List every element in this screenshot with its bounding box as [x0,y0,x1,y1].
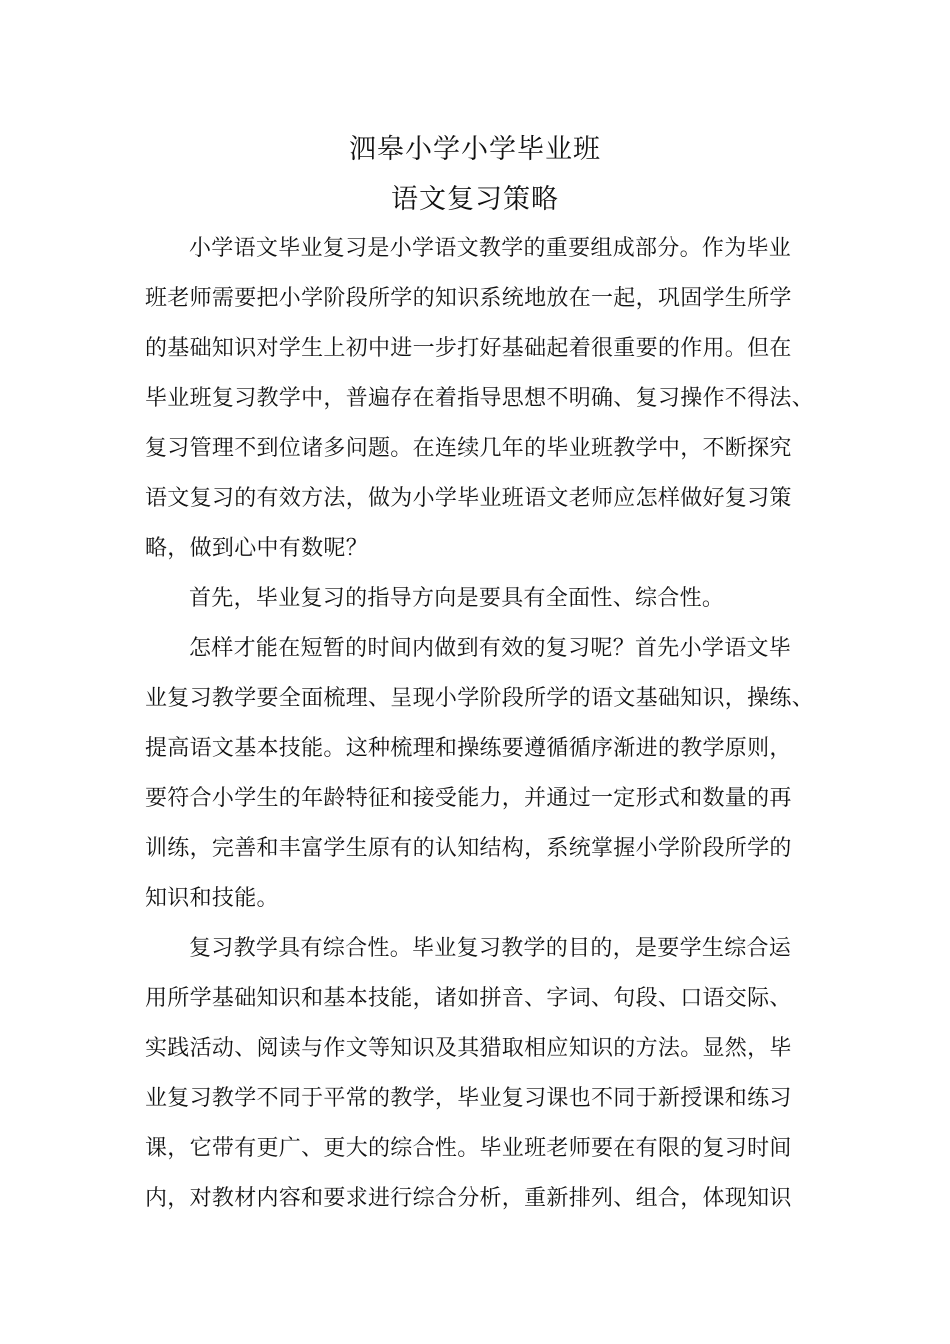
paragraph-3-line-5: 训练，完善和丰富学生原有的认知结构，系统掌握小学阶段所学的 [145,836,792,861]
paragraph-3-line-1: 怎样才能在短暂的时间内做到有效的复习呢？首先小学语文毕 [189,636,792,661]
paragraph-1-line-1: 小学语文毕业复习是小学语文教学的重要组成部分。作为毕业 [189,236,792,261]
paragraph-4-line-3: 实践活动、阅读与作文等知识及其猎取相应知识的方法。显然，毕 [145,1036,792,1061]
paragraph-4-line-1: 复习教学具有综合性。毕业复习教学的目的，是要学生综合运 [189,936,792,961]
paragraph-1-line-5: 复习管理不到位诸多问题。在连续几年的毕业班教学中，不断探究 [145,436,792,461]
paragraph-2-line-1: 首先，毕业复习的指导方向是要具有全面性、综合性。 [189,586,725,611]
document-title-line-1: 泗皋小学小学毕业班 [349,134,601,165]
paragraph-1-line-6: 语文复习的有效方法，做为小学毕业班语文老师应怎样做好复习策 [145,486,792,511]
paragraph-4-line-6: 内，对教材内容和要求进行综合分析，重新排列、组合，体现知识 [145,1186,792,1211]
document-title-line-2: 语文复习策略 [391,184,559,215]
paragraph-1-line-3: 的基础知识对学生上初中进一步打好基础起着很重要的作用。但在 [145,336,792,361]
paragraph-3-line-2: 业复习教学要全面梳理、呈现小学阶段所学的语文基础知识，操练、 [145,686,815,711]
paragraph-3-line-6: 知识和技能。 [145,886,279,911]
paragraph-4-line-4: 业复习教学不同于平常的教学，毕业复习课也不同于新授课和练习 [145,1086,792,1111]
paragraph-1-line-4: 毕业班复习教学中，普遍存在着指导思想不明确、复习操作不得法、 [145,386,815,411]
paragraph-4-line-2: 用所学基础知识和基本技能，诸如拼音、字词、句段、口语交际、 [145,986,792,1011]
paragraph-4-line-5: 课，它带有更广、更大的综合性。毕业班老师要在有限的复习时间 [145,1136,792,1161]
paragraph-3-line-4: 要符合小学生的年龄特征和接受能力，并通过一定形式和数量的再 [145,786,792,811]
paragraph-3-line-3: 提高语文基本技能。这种梳理和操练要遵循循序渐进的教学原则， [145,736,792,761]
paragraph-1-line-7: 略，做到心中有数呢？ [145,536,369,561]
paragraph-1-line-2: 班老师需要把小学阶段所学的知识系统地放在一起，巩固学生所学 [145,286,792,311]
